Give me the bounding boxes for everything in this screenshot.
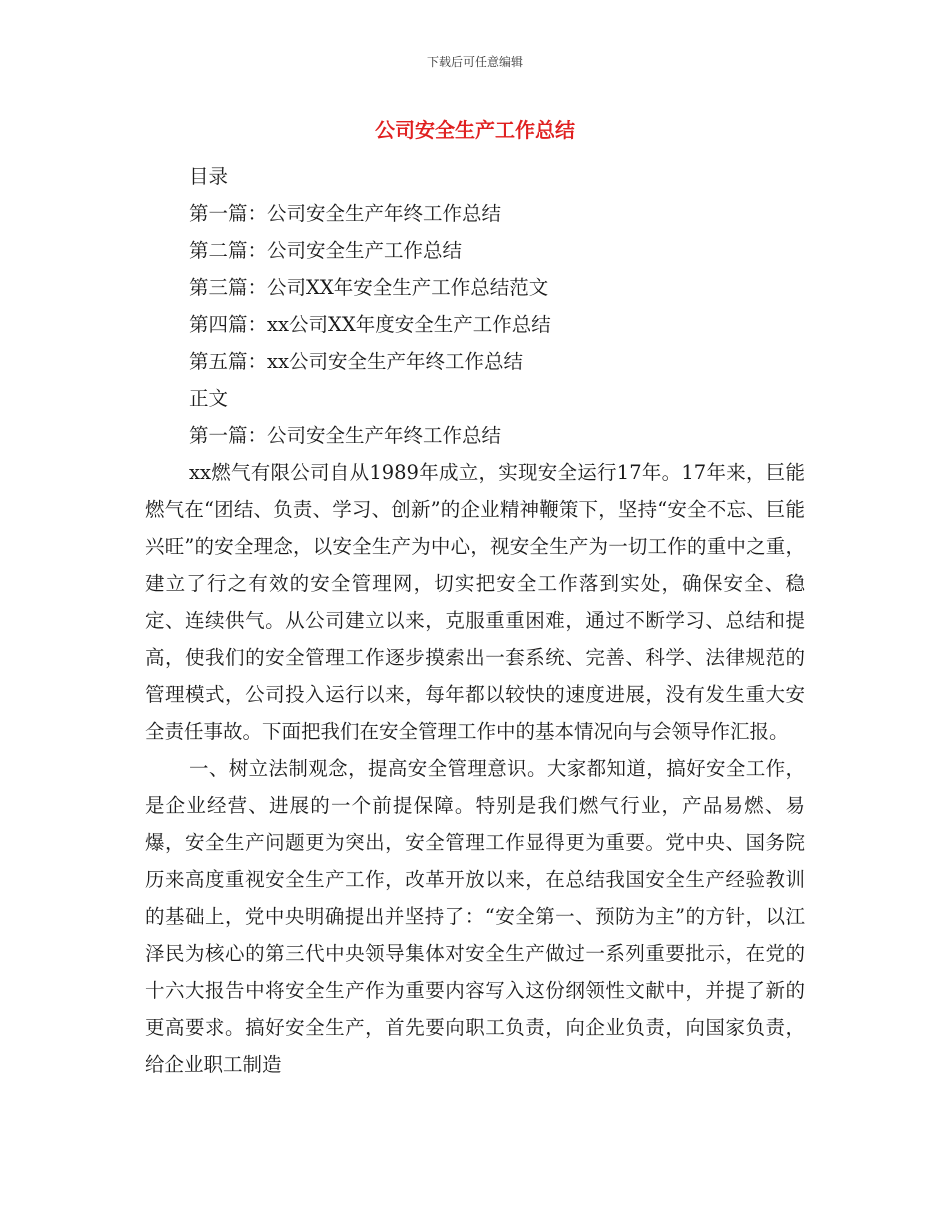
body-paragraph: 一、树立法制观念，提高安全管理意识。大家都知道，搞好安全工作，是企业经营、进展的一个前提保障。特别是我们燃气行业，产品易燃、易爆，安全生产问题更为突出，安全管理工作显得更为重要。党中央、国务院历来高度重视安全生产工作，改革开放以来，在总结我国安全生产经验教训的基础上，党中央明确提出并坚持了：“安全第一、预防为主”的方针，以江泽民为核心的第三代中央领导集体对安全生产做过一系列重要批示，在党的十六大报告中将安全生产作为重要内容写入这份纲领性文献中，并提了新的更高要求。搞好安全生产，首先要向职工负责，向企业负责，向国家负责，给企业职工制造 xyxy=(145,757,805,1076)
body-paragraph: xx燃气有限公司自从1989年成立，实现安全运行17年。17年来，巨能燃气在“团结、负责、学习、创新”的企业精神鞭策下，坚持“安全不忘、巨能兴旺”的安全理念，以安全生产为中心，视安全生产为一切工作的重中之重，建立了行之有效的安全管理网，切实把安全工作落到实处，确保安全、稳定、连续供气。从公司建立以来，克服重重困难，通过不断学习、总结和提高，使我们的安全管理工作逐步摸索出一套系统、完善、科学、法律规范的管理模式，公司投入运行以来，每年都以较快的速度进展，没有发生重大安全责任事故。下面把我们在安全管理工作中的基本情况向与会领导作汇报。 xyxy=(145,461,805,743)
toc-item: 第五篇：xx公司安全生产年终工作总结 xyxy=(189,350,523,373)
document-body xyxy=(145,158,805,1083)
page-header-note: 下载后可任意编辑 xyxy=(426,55,523,69)
toc-item: 第四篇：xx公司XX年度安全生产工作总结 xyxy=(189,313,551,336)
toc-item: 第三篇：公司XX年安全生产工作总结范文 xyxy=(189,276,549,299)
document-title: 公司安全生产工作总结 xyxy=(375,118,575,142)
section-title: 第一篇：公司安全生产年终工作总结 xyxy=(189,424,502,447)
toc-heading: 目录 xyxy=(189,165,229,188)
toc-item: 第二篇：公司安全生产工作总结 xyxy=(189,239,463,262)
body-heading: 正文 xyxy=(189,387,229,410)
toc-item: 第一篇：公司安全生产年终工作总结 xyxy=(189,202,502,225)
